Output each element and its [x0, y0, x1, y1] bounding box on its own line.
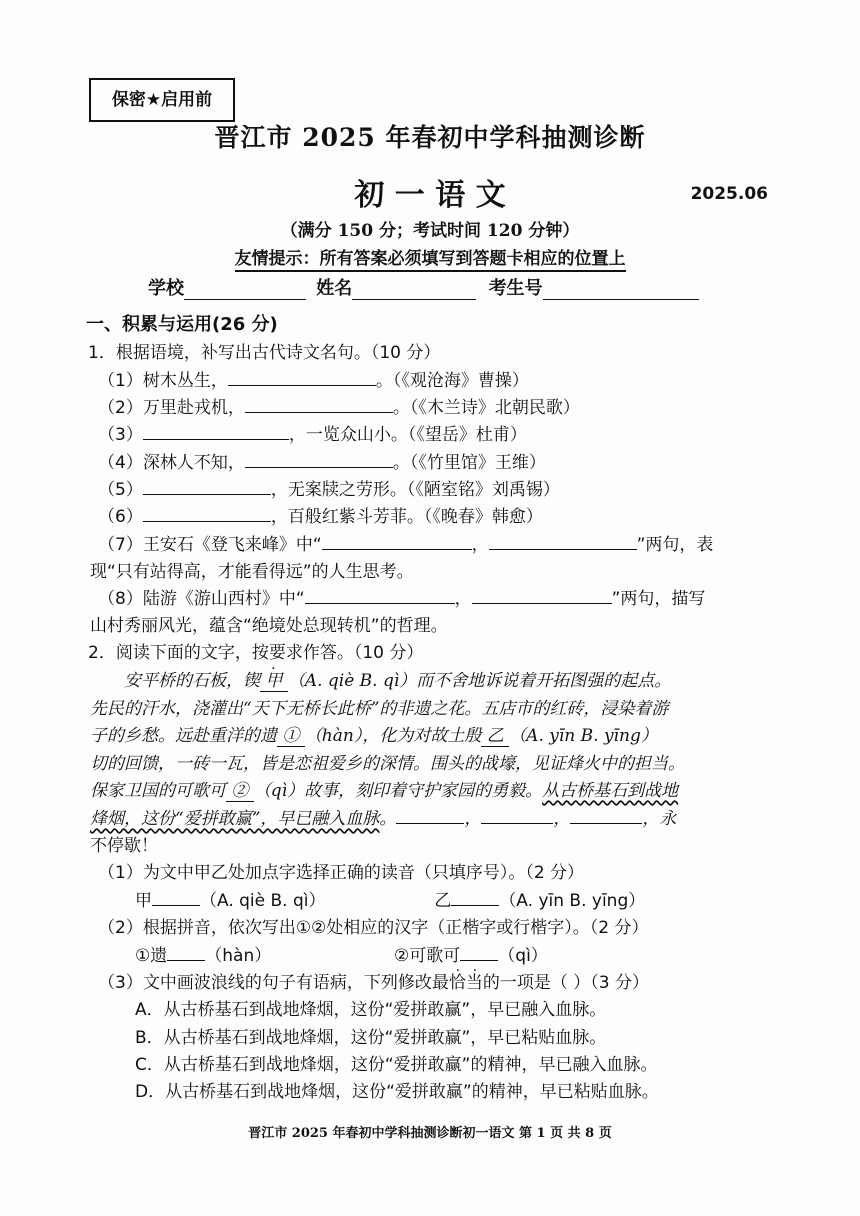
- wavy-sentence-part-2: 烽烟，这份“爱拼敢赢”，早已融入血脉: [90, 809, 380, 829]
- q1-item-1-blank[interactable]: [228, 369, 376, 386]
- q1-item-4-post: 。（《竹里馆》王维）: [392, 453, 546, 473]
- sub3-dotted-char: 当: [465, 973, 483, 993]
- passage-text: （A. yīn B. yīng）: [509, 726, 658, 746]
- q1-item-1: [98, 366, 529, 391]
- passage-text: （hàn），化为对故土殷: [304, 726, 482, 746]
- q1-item-6-blank[interactable]: [143, 505, 271, 522]
- passage-text: 安平桥的石板，锲: [124, 671, 260, 691]
- q1-item-1-pre: （1）树木丛生，: [98, 371, 228, 391]
- yi-label: 乙: [434, 891, 452, 911]
- q1-item-7: [98, 530, 713, 555]
- q1-item-8-blank-b[interactable]: [472, 587, 612, 604]
- passage-text: （qì）故事，刻印着守护家园的勇毅。: [253, 781, 543, 801]
- passage-line-3: [90, 721, 658, 746]
- name-label: 姓名: [316, 278, 353, 299]
- marker-1: ①: [282, 726, 300, 746]
- q1-item-8-mid: ，: [454, 589, 472, 609]
- exam-date: 2025.06: [690, 184, 768, 204]
- q1-item-8-cont: 山村秀丽风光，蕴含“绝境处总现转机”的哲理。: [90, 616, 448, 636]
- q1-item-7-blank-a[interactable]: [322, 533, 472, 550]
- id-label: 考生号: [488, 278, 543, 299]
- q1-item-2-blank[interactable]: [245, 396, 393, 413]
- q1-item-2: [98, 393, 580, 418]
- passage-line-1: [124, 666, 671, 691]
- blank-2: [226, 781, 254, 802]
- q1-item-3-blank[interactable]: [143, 423, 289, 440]
- jia-answer-blank[interactable]: [152, 889, 200, 906]
- passage-line-4: 切的回馈，一砖一瓦，皆是恋祖爱乡的深情。围头的战壕，见证烽火中的担当。: [90, 754, 685, 774]
- q1-item-2-pre: （2）万里赴戎机，: [98, 398, 245, 418]
- section-heading: 一、积累与运用(26 分): [86, 314, 278, 335]
- q1-item-8-blank-a[interactable]: [305, 587, 455, 604]
- blank-yi: [481, 726, 509, 747]
- marker-jia: 甲: [265, 671, 283, 691]
- passage-line-5: [90, 776, 678, 801]
- passage-blank-a[interactable]: [396, 807, 464, 824]
- jia-label: 甲: [135, 891, 152, 911]
- q1-item-6-post: ，百般红紫斗芳菲。（《晚春》韩愈）: [270, 507, 543, 527]
- char2-pinyin: （qì）: [498, 946, 548, 966]
- option-c[interactable]: C．从古桥基石到战地烽烟，这份“爱拼敢赢”的精神，早已融入血脉。: [135, 1055, 658, 1075]
- q1-item-3-pre: （3）: [98, 425, 143, 445]
- passage-text: 保家卫国的可歌可: [90, 781, 226, 801]
- q1-item-7-pre: （7）王安石《登飞来峰》中“: [98, 535, 322, 555]
- page-footer: 晋江市 2025 年春初中学科抽测诊断初一语文 第 1 页 共 8 页: [248, 1126, 612, 1141]
- q1-item-5-post: ，无案牍之劳形。（《陋室铭》刘禹锡）: [270, 480, 560, 500]
- q2-sub3: [98, 968, 649, 993]
- q1-item-8-post: ”两句，描写: [611, 589, 706, 609]
- passage-text: ，: [464, 809, 482, 829]
- q1-stem: 1．根据语境，补写出古代诗文名句。（10 分）: [88, 343, 441, 363]
- q2-sub2-answers: [135, 941, 548, 966]
- passage-line-2: 先民的汗水，浇灌出“天下无桥长此桥”的非遗之花。五店市的红砖，浸染着游: [90, 699, 669, 719]
- q1-item-2-post: 。（《木兰诗》北朝民歌）: [392, 398, 580, 418]
- q1-item-8: [98, 584, 705, 609]
- char2-label: ②可歌可: [394, 946, 461, 966]
- q2-sub1: （1）为文中甲乙处加点字选择正确的读音（只填序号）。（2 分）: [98, 863, 585, 883]
- subject-title: 初 一 语 文: [354, 178, 506, 213]
- char1-pinyin: （hàn）: [205, 946, 272, 966]
- q2-stem: 2．阅读下面的文字，按要求作答。（10 分）: [88, 643, 424, 663]
- option-a[interactable]: A．从古桥基石到战地烽烟，这份“爱拼敢赢”，早已融入血脉。: [135, 1000, 607, 1020]
- q1-item-7-blank-b[interactable]: [489, 533, 637, 550]
- option-b[interactable]: B．从古桥基石到战地烽烟，这份“爱拼敢赢”，早已粘贴血脉。: [135, 1028, 607, 1048]
- yi-answer-blank[interactable]: [451, 889, 499, 906]
- q1-item-4: [98, 448, 546, 473]
- q1-item-7-cont: 现“只有站得高，才能看得远”的人生思考。: [90, 562, 414, 582]
- char1-label: ①遗: [135, 946, 168, 966]
- marker-yi: 乙: [486, 726, 504, 746]
- q1-item-1-post: 。（《观沧海》曹操）: [375, 371, 529, 391]
- q1-item-5-blank[interactable]: [143, 478, 271, 495]
- blank-1: [277, 726, 305, 747]
- sub3-dotted-char: 恰: [448, 973, 466, 993]
- q1-item-7-mid: ，: [471, 535, 489, 555]
- passage-text: 子的乡愁。远赴重洋的遗: [90, 726, 277, 746]
- jia-options: （A. qiè B. qì）: [200, 891, 326, 911]
- q1-item-7-post: ”两句，表: [636, 535, 714, 555]
- marker-2: ②: [231, 781, 249, 801]
- wavy-sentence-part-1: 从古桥基石到战地: [542, 781, 679, 801]
- passage-text: ，: [553, 809, 571, 829]
- student-id-field[interactable]: [543, 281, 699, 300]
- blank-jia: [260, 671, 288, 692]
- student-fields: [148, 274, 699, 300]
- passage-blank-c[interactable]: [570, 807, 642, 824]
- yi-options: （A. yīn B. yīng）: [499, 891, 646, 911]
- q2-sub1-answers: [135, 886, 645, 911]
- char2-blank[interactable]: [460, 944, 498, 961]
- passage-text: 。: [379, 809, 397, 829]
- q1-item-4-blank[interactable]: [245, 451, 393, 468]
- q1-item-5: [98, 475, 560, 500]
- exam-tip-text: 友情提示：所有答案必须填写到答题卡相应的位置上: [235, 249, 626, 272]
- exam-info: （满分 150 分；考试时间 120 分钟）: [280, 221, 580, 241]
- passage-blank-b[interactable]: [481, 807, 553, 824]
- sub3-text: 的一项是（ ）（3 分）: [482, 973, 649, 993]
- passage-text: ，永: [642, 809, 677, 829]
- char1-blank[interactable]: [167, 944, 205, 961]
- school-label: 学校: [148, 278, 184, 299]
- exam-title: 晋江市 2025 年春初中学科抽测诊断: [214, 123, 646, 152]
- confidential-box: 保密★启用前: [89, 78, 235, 122]
- q1-item-5-pre: （5）: [98, 480, 143, 500]
- q2-sub2: （2）根据拼音，依次写出①②处相应的汉字（正楷字或行楷字）。（2 分）: [98, 918, 649, 938]
- sub3-text: （3）文中画波浪线的句子有语病，下列修改最: [98, 973, 449, 993]
- q1-item-6-pre: （6）: [98, 507, 143, 527]
- q1-item-4-pre: （4）深林人不知，: [98, 453, 245, 473]
- q1-item-8-pre: （8）陆游《游山西村》中“: [98, 589, 305, 609]
- exam-tip: [0, 244, 860, 269]
- option-d[interactable]: D．从古桥基石到战地烽烟，这份“爱拼敢赢”的精神，早已粘贴血脉。: [135, 1082, 659, 1102]
- q1-item-3: [98, 420, 527, 445]
- q1-item-6: [98, 502, 543, 527]
- school-field[interactable]: [184, 281, 306, 300]
- q1-item-3-post: ，一览众山小。（《望岳》杜甫）: [288, 425, 527, 445]
- passage-text: （A. qiè B. qì）而不舍地诉说着开拓图强的起点。: [287, 671, 672, 691]
- passage-line-6: [90, 804, 676, 829]
- passage-line-7: 不停歇！: [90, 836, 158, 856]
- name-field[interactable]: [352, 281, 476, 300]
